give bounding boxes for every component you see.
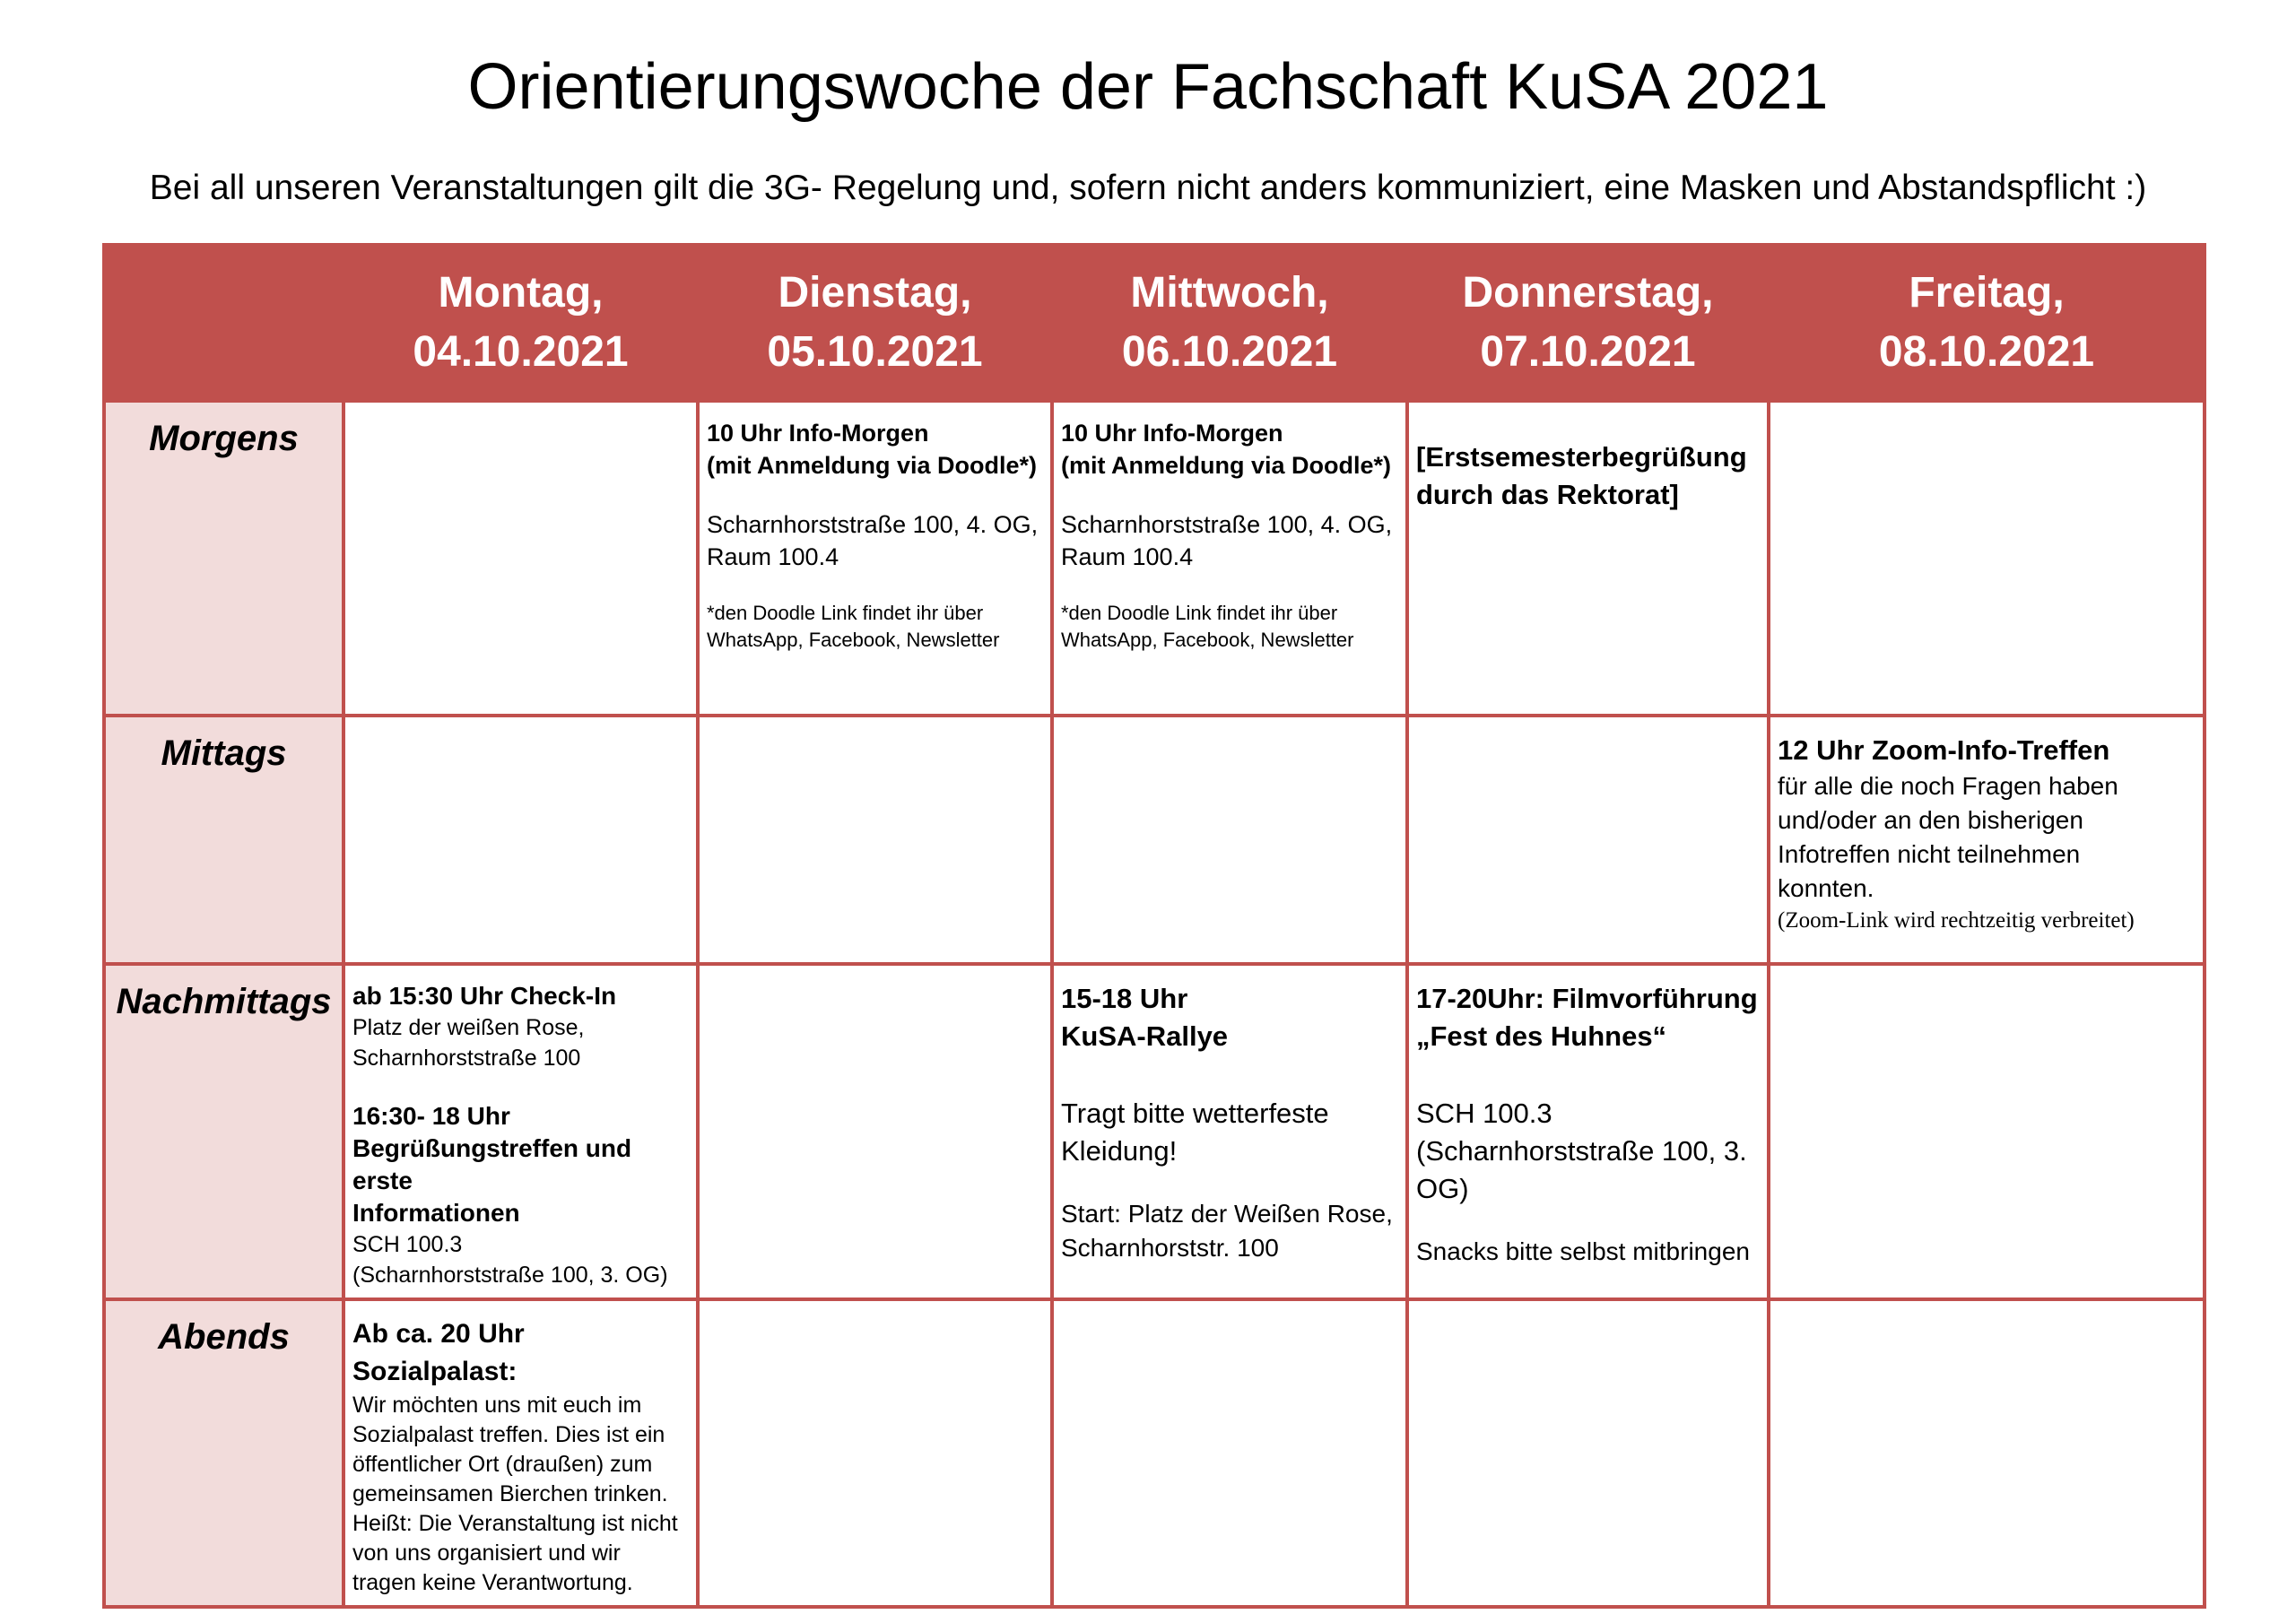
event-title: Informationen xyxy=(352,1199,520,1227)
day-date: 04.10.2021 xyxy=(413,328,629,376)
cell-wednesday-mittags xyxy=(1052,716,1407,964)
header-day-friday xyxy=(1769,245,2205,401)
event-title: Begrüßungstreffen und erste xyxy=(352,1134,632,1194)
event-text: Sozialpalast treffen. Dies ist ein xyxy=(352,1422,665,1447)
event-text: gemeinsamen Bierchen trinken. xyxy=(352,1481,668,1506)
event-subtitle: (mit Anmeldung via Doodle*) xyxy=(707,452,1038,479)
event-title: 10 Uhr Info-Morgen xyxy=(707,420,929,447)
cell-thursday-nachmittags xyxy=(1407,964,1769,1299)
event-room: Raum 100.4 xyxy=(1061,543,1194,570)
event-room: Raum 100.4 xyxy=(707,543,839,570)
event-text: öffentlicher Ort (draußen) zum xyxy=(352,1452,653,1477)
cell-friday-nachmittags xyxy=(1769,964,2205,1299)
event-text: für alle die noch Fragen haben xyxy=(1778,772,2118,800)
event-title: KuSA-Rallye xyxy=(1061,1020,1229,1052)
event-text: tragen keine Verantwortung. xyxy=(352,1570,633,1595)
event-text: von uns organisiert und wir xyxy=(352,1541,621,1566)
event-location: Scharnhorststraße 100, 4. OG, xyxy=(1061,511,1393,538)
cell-tuesday-mittags xyxy=(698,716,1052,964)
row-label-mittags: Mittags xyxy=(104,716,344,964)
header-day-wednesday xyxy=(1052,245,1407,401)
event-note: (Zoom-Link wird rechtzeitig verbreitet) xyxy=(1778,908,2135,933)
event-location: OG) xyxy=(1416,1173,1469,1204)
event-location: Scharnhorststraße 100 xyxy=(352,1046,581,1071)
event-location: SCH 100.3 xyxy=(1416,1098,1552,1129)
event-title: Ab ca. 20 Uhr Sozialpalast: xyxy=(352,1319,525,1386)
cell-wednesday-abends xyxy=(1052,1299,1407,1607)
schedule-table xyxy=(102,243,2206,1609)
event-text: konnten. xyxy=(1778,874,1874,902)
cell-tuesday-abends xyxy=(698,1299,1052,1607)
event-title: 16:30- 18 Uhr xyxy=(352,1102,510,1130)
day-name: Montag, xyxy=(438,269,604,317)
event-title: durch das Rektorat] xyxy=(1416,479,1679,510)
event-note: WhatsApp, Facebook, Newsletter xyxy=(707,629,1000,651)
day-name: Dienstag, xyxy=(778,269,972,317)
cell-wednesday-nachmittags xyxy=(1052,964,1407,1299)
header-day-thursday xyxy=(1407,245,1769,401)
event-text: Heißt: Die Veranstaltung ist nicht xyxy=(352,1511,678,1536)
cell-tuesday-morgens xyxy=(698,401,1052,716)
day-name: Freitag, xyxy=(1909,269,2065,317)
event-location: Platz der weißen Rose, xyxy=(352,1015,585,1040)
event-location: (Scharnhorststraße 100, 3. xyxy=(1416,1135,1747,1167)
event-location: Start: Platz der Weißen Rose, xyxy=(1061,1200,1393,1228)
event-text: Wir möchten uns mit euch im xyxy=(352,1393,642,1418)
cell-monday-mittags xyxy=(344,716,698,964)
day-date: 06.10.2021 xyxy=(1121,328,1338,376)
cell-tuesday-nachmittags xyxy=(698,964,1052,1299)
cell-thursday-abends xyxy=(1407,1299,1769,1607)
header-row xyxy=(104,245,2205,401)
row-morgens xyxy=(104,401,2205,716)
event-subtitle: (mit Anmeldung via Doodle*) xyxy=(1061,452,1392,479)
header-day-monday xyxy=(344,245,698,401)
row-abends xyxy=(104,1299,2205,1607)
event-note: Snacks bitte selbst mitbringen xyxy=(1416,1237,1750,1265)
cell-wednesday-morgens xyxy=(1052,401,1407,716)
cell-thursday-mittags xyxy=(1407,716,1769,964)
event-note: *den Doodle Link findet ihr über xyxy=(1061,602,1338,624)
event-title: „Fest des Huhnes“ xyxy=(1416,1020,1667,1052)
row-label-nachmittags: Nachmittags xyxy=(104,964,344,1299)
event-title: 10 Uhr Info-Morgen xyxy=(1061,420,1283,447)
header-corner-cell xyxy=(104,245,344,401)
cell-monday-nachmittags xyxy=(344,964,698,1299)
event-location: (Scharnhorststraße 100, 3. OG) xyxy=(352,1263,668,1288)
row-label-abends: Abends xyxy=(104,1299,344,1607)
cell-monday-abends xyxy=(344,1299,698,1607)
event-text: Infotreffen nicht teilnehmen xyxy=(1778,840,2081,868)
event-text: und/oder an den bisherigen xyxy=(1778,806,2083,834)
row-label-morgens: Morgens xyxy=(104,401,344,716)
event-note: WhatsApp, Facebook, Newsletter xyxy=(1061,629,1354,651)
page-title: Orientierungswoche der Fachschaft KuSA 2021 xyxy=(467,51,1829,123)
event-note: *den Doodle Link findet ihr über xyxy=(707,602,984,624)
event-time: 15-18 Uhr xyxy=(1061,983,1188,1014)
page-subtitle: Bei all unseren Veranstaltungen gilt die 3G- Regelung und, sofern nicht anders kommuniziert, eine Masken und Abstandspflicht :) xyxy=(149,169,2147,207)
cell-thursday-morgens xyxy=(1407,401,1769,716)
event-text: Kleidung! xyxy=(1061,1135,1178,1167)
event-location: SCH 100.3 xyxy=(352,1232,463,1257)
row-nachmittags xyxy=(104,964,2205,1299)
row-mittags xyxy=(104,716,2205,964)
event-location: Scharnhorststraße 100, 4. OG, xyxy=(707,511,1039,538)
day-date: 08.10.2021 xyxy=(1878,328,2095,376)
day-date: 05.10.2021 xyxy=(767,328,983,376)
cell-friday-abends xyxy=(1769,1299,2205,1607)
event-title: ab 15:30 Uhr Check-In xyxy=(352,982,617,1010)
event-location: Scharnhorststr. 100 xyxy=(1061,1234,1279,1262)
event-text: Tragt bitte wetterfeste xyxy=(1061,1098,1329,1129)
event-title: 17-20Uhr: Filmvorführung xyxy=(1416,983,1758,1014)
cell-monday-morgens xyxy=(344,401,698,716)
cell-friday-mittags xyxy=(1769,716,2205,964)
cell-friday-morgens xyxy=(1769,401,2205,716)
day-name: Donnerstag, xyxy=(1462,269,1714,317)
day-name: Mittwoch, xyxy=(1130,269,1329,317)
event-title: 12 Uhr Zoom-Info-Treffen xyxy=(1778,734,2110,766)
event-title: [Erstsemesterbegrüßung xyxy=(1416,441,1747,473)
day-date: 07.10.2021 xyxy=(1480,328,1696,376)
header-day-tuesday xyxy=(698,245,1052,401)
